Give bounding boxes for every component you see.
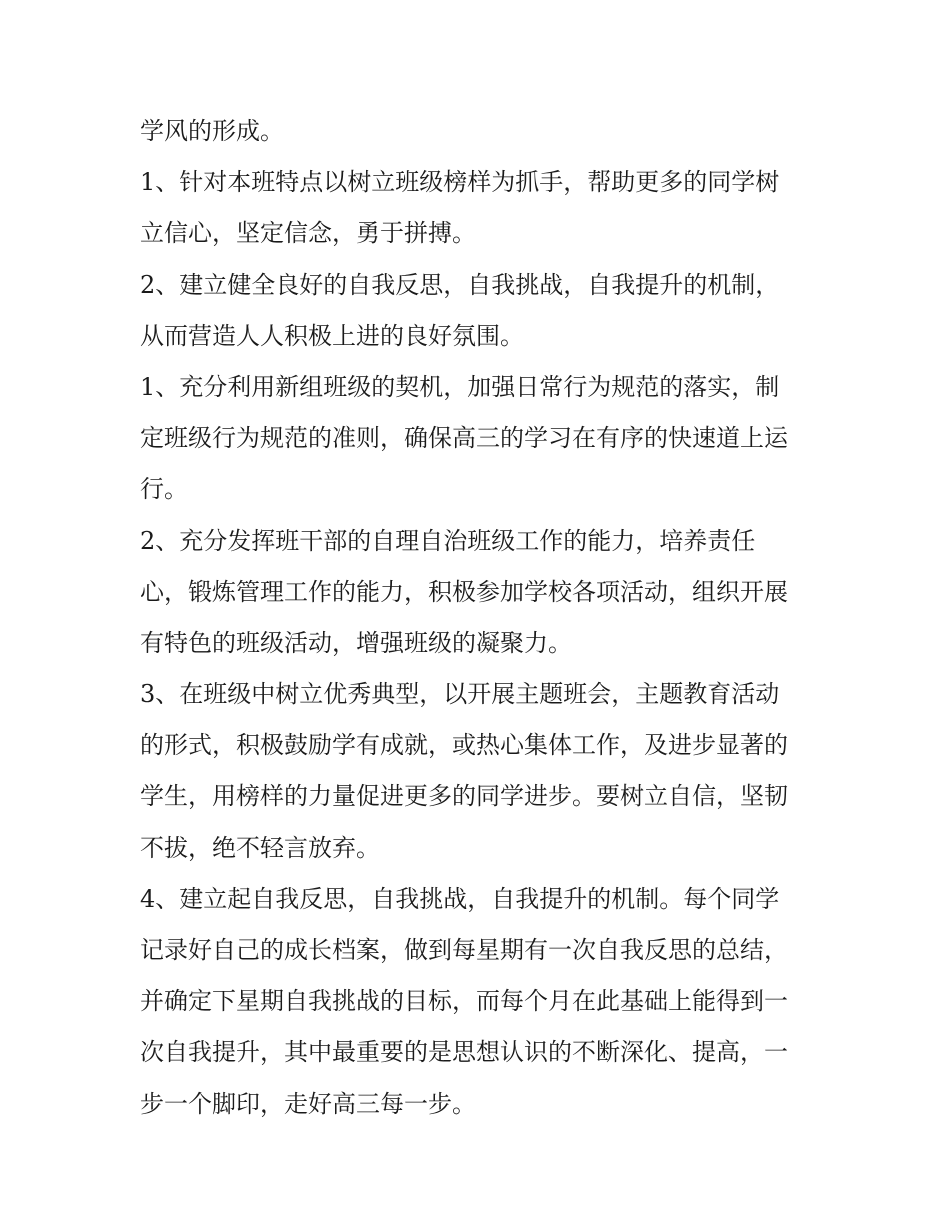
text-line: 次自我提升，其中最重要的是思想认识的不断深化、提高，一 <box>140 1038 788 1067</box>
text-line: 学生，用榜样的力量促进更多的同学进步。要树立自信，坚韧 <box>140 782 788 811</box>
text-line: 心，锻炼管理工作的能力，积极参加学校各项活动，组织开展 <box>140 577 788 606</box>
document-body <box>140 106 820 1130</box>
text-line: 步一个脚印，走好高三每一步。 <box>140 1089 476 1118</box>
text-line: 行。 <box>140 475 188 504</box>
text-line: 学风的形成。 <box>140 117 284 145</box>
text-line: 4、建立起自我反思，自我挑战，自我提升的机制。每个同学 <box>140 884 780 913</box>
text-line: 从而营造人人积极上进的良好氛围。 <box>140 321 524 350</box>
text-line: 并确定下星期自我挑战的目标，而每个月在此基础上能得到一 <box>140 987 788 1016</box>
text-line: 记录好自己的成长档案，做到每星期有一次自我反思的总结， <box>140 936 788 964</box>
text-line: 立信心，坚定信念，勇于拼搏。 <box>140 219 476 248</box>
text-line: 有特色的班级活动，增强班级的凝聚力。 <box>140 628 572 657</box>
text-line: 1、充分利用新组班级的契机，加强日常行为规范的落实，制 <box>140 372 780 401</box>
text-line: 2、充分发挥班干部的自理自治班级工作的能力，培养责任 <box>140 526 756 555</box>
text-line: 2、建立健全良好的自我反思，自我挑战，自我提升的机制， <box>140 270 780 299</box>
text-line: 3、在班级中树立优秀典型，以开展主题班会，主题教育活动 <box>140 680 780 709</box>
text-line: 定班级行为规范的准则，确保高三的学习在有序的快速道上运 <box>140 424 788 453</box>
text-line: 不拔，绝不轻言放弃。 <box>140 833 380 862</box>
text-line: 的形式，积极鼓励学有成就，或热心集体工作，及进步显著的 <box>140 731 788 760</box>
text-line: 1、针对本班特点以树立班级榜样为抓手，帮助更多的同学树 <box>140 168 780 197</box>
